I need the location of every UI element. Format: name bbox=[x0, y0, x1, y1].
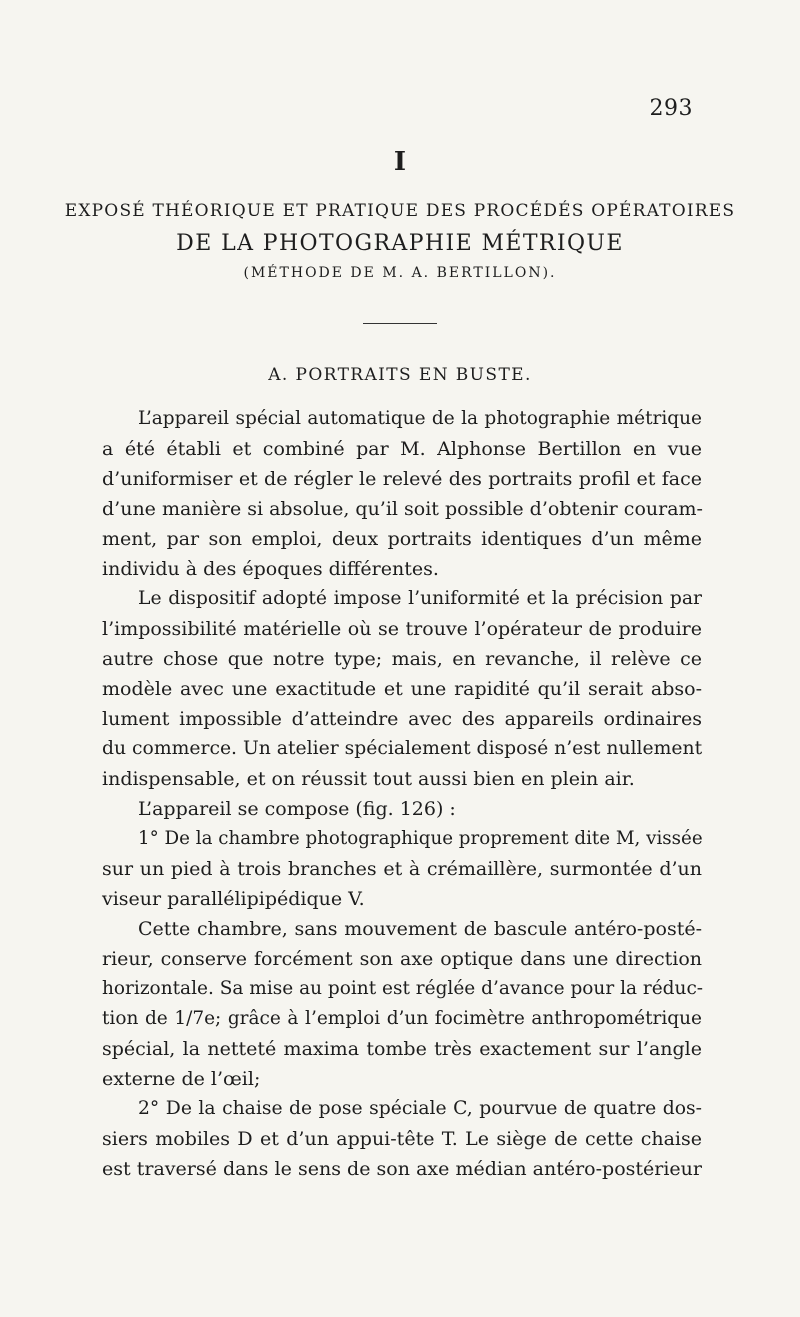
text-line: L’appareil se compose (fig. 126) : bbox=[138, 798, 456, 820]
body-text bbox=[102, 404, 702, 1184]
text-line: a été établi et combiné par M. Alphonse Bertillon en vue bbox=[102, 438, 702, 460]
separator-rule bbox=[363, 323, 437, 324]
chapter-title-line-2: DE LA PHOTOGRAPHIE MÉTRIQUE bbox=[176, 231, 624, 256]
text-line: spécial, la netteté maxima tombe très exactement sur l’angle bbox=[102, 1038, 702, 1060]
text-line: 2° De la chaise de pose spéciale C, pourvue de quatre dos- bbox=[138, 1098, 702, 1119]
text-line: indispensable, et on réussit tout aussi bien en plein air. bbox=[102, 768, 635, 790]
text-line: sur un pied à trois branches et à crémaillère, surmontée d’un bbox=[102, 858, 702, 880]
text-line: l’impossibilité matérielle où se trouve l’opérateur de produire bbox=[102, 618, 702, 640]
text-line: d’uniformiser et de régler le relevé des portraits profil et face bbox=[102, 468, 702, 490]
text-line: autre chose que notre type; mais, en revanche, il relève ce bbox=[102, 648, 702, 670]
page-number: 293 bbox=[649, 96, 693, 121]
text-line: est traversé dans le sens de son axe médian antéro-postérieur bbox=[102, 1158, 702, 1180]
text-line: modèle avec une exactitude et une rapidité qu’il serait abso- bbox=[102, 678, 702, 700]
text-line: siers mobiles D et d’un appui-tête T. Le siège de cette chaise bbox=[102, 1128, 702, 1150]
text-line: individu à des époques différentes. bbox=[102, 558, 439, 580]
text-line: externe de l’œil; bbox=[102, 1068, 261, 1090]
text-line: Le dispositif adopté impose l’uniformité et la précision par bbox=[138, 588, 702, 609]
chapter-subtitle: (MÉTHODE DE M. A. BERTILLON). bbox=[243, 265, 557, 281]
text-line: Cette chambre, sans mouvement de bascule antéro-posté- bbox=[138, 918, 702, 940]
text-line: ment, par son emploi, deux portraits identiques d’un même bbox=[102, 528, 702, 550]
chapter-title-line-1: EXPOSÉ THÉORIQUE ET PRATIQUE DES PROCÉDÉS OPÉRATOIRES bbox=[64, 201, 736, 221]
text-line: d’une manière si absolue, qu’il soit possible d’obtenir couram- bbox=[102, 498, 703, 520]
text-line: L’appareil spécial automatique de la photographie métrique bbox=[138, 408, 702, 429]
section-number: I bbox=[393, 147, 407, 177]
text-line: rieur, conserve forcément son axe optique dans une direction bbox=[102, 948, 702, 970]
text-line: horizontale. Sa mise au point est réglée d’avance pour la réduc- bbox=[102, 978, 704, 999]
text-line: tion de 1/7e; grâce à l’emploi d’un focimètre anthropométrique bbox=[102, 1008, 702, 1029]
text-line: 1° De la chambre photographique proprement dite M, vissée bbox=[138, 828, 703, 849]
text-line: lument impossible d’atteindre avec des appareils ordinaires bbox=[102, 708, 702, 730]
section-heading: A. PORTRAITS EN BUSTE. bbox=[268, 365, 532, 385]
text-line: du commerce. Un atelier spécialement disposé n’est nullement bbox=[102, 738, 703, 759]
text-line: viseur parallélipipédique V. bbox=[102, 888, 365, 910]
